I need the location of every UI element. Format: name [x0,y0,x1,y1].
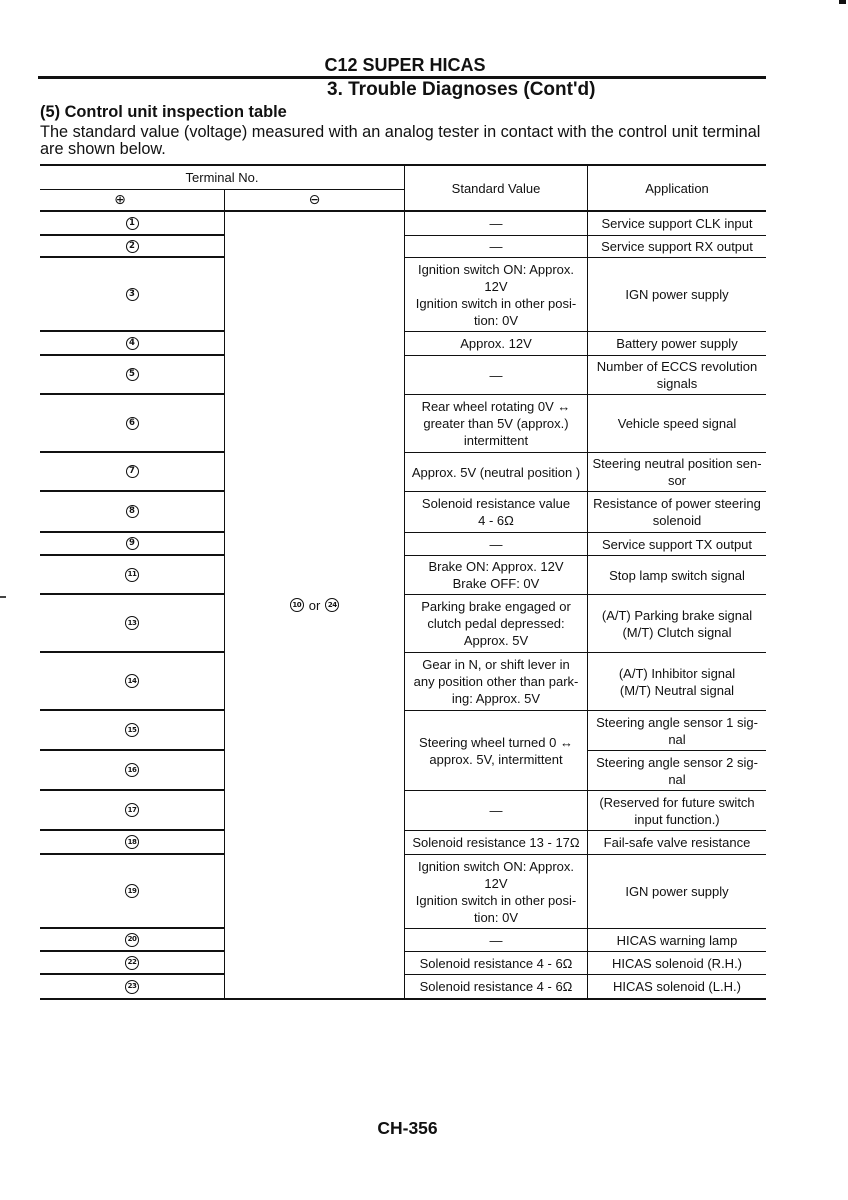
standard-value-cell: Ignition switch ON: Approx. 12V Ignition switch in other posi- tion: 0V [404,258,587,332]
plus-terminal-cell [40,492,224,533]
plus-terminal-cell [40,595,224,653]
plus-terminal-number: 20 [125,933,139,947]
intro-text: The standard value (voltage) measured with an analog tester in contact with the control unit terminal are shown below. [40,123,761,158]
standard-value-cell: — [404,791,587,831]
application-cell: Battery power supply [587,332,766,356]
plus-terminal-number: 16 [125,763,139,777]
plus-terminal-number: 4 [126,337,139,350]
header-application: Application [587,166,766,212]
plus-terminal-number: 18 [125,835,139,849]
application-cell: HICAS warning lamp [587,929,766,952]
plus-terminal-cell [40,395,224,453]
application-cell: IGN power supply [587,855,766,929]
standard-value-cell: — [404,533,587,556]
standard-value-cell: Ignition switch ON: Approx. 12V Ignition switch in other posi- tion: 0V [404,855,587,929]
standard-value-cell: Solenoid resistance 13 - 17Ω [404,831,587,855]
plus-terminal-number: 6 [126,417,139,430]
minus-terminal-joiner: or [308,597,321,613]
application-cell: (A/T) Inhibitor signal (M/T) Neutral signal [587,653,766,711]
application-cell: HICAS solenoid (L.H.) [587,975,766,998]
plus-terminal-number: 23 [125,980,139,994]
application-cell: Service support RX output [587,236,766,258]
plus-terminal-number: 3 [126,288,139,301]
plus-terminal-cell [40,332,224,356]
plus-terminal-cell [40,533,224,556]
standard-value-cell: Solenoid resistance 4 - 6Ω [404,975,587,998]
application-cell: (Reserved for future switch input function.) [587,791,766,831]
page-number: CH-356 [377,1118,438,1138]
plus-terminal-cell [40,751,224,791]
application-cell: (A/T) Parking brake signal (M/T) Clutch signal [587,595,766,653]
minus-terminal-number: 24 [325,598,339,612]
standard-value-cell: Approx. 12V [404,332,587,356]
standard-value-cell: Solenoid resistance value 4 - 6Ω [404,492,587,533]
plus-terminal-number: 5 [126,368,139,381]
plus-terminal-number: 1 [126,217,139,230]
section-title: 3. Trouble Diagnoses (Cont'd) [327,79,596,100]
plus-terminal-cell [40,855,224,929]
application-cell: Service support CLK input [587,212,766,236]
header-minus-terminal: ⊖ [224,190,404,212]
application-cell: IGN power supply [587,258,766,332]
standard-value-cell: — [404,212,587,236]
plus-terminal-cell [40,653,224,711]
standard-value-cell: — [404,236,587,258]
standard-value-cell: Rear wheel rotating 0V ↔ greater than 5V (approx.) intermittent [404,395,587,453]
plus-terminal-cell [40,711,224,751]
scan-mark [0,596,6,598]
header-plus-terminal: ⊕ [40,190,224,212]
plus-terminal-number: 14 [125,674,139,688]
scan-mark [839,0,846,4]
minus-terminal-cell [224,212,404,998]
plus-terminal-number: 22 [125,956,139,970]
standard-value-cell: Solenoid resistance 4 - 6Ω [404,952,587,975]
plus-terminal-cell [40,831,224,855]
plus-terminal-cell [40,791,224,831]
plus-terminal-number: 15 [125,723,139,737]
application-cell: Vehicle speed signal [587,395,766,453]
plus-terminal-number: 17 [125,803,139,817]
plus-terminal-cell [40,258,224,332]
standard-value-cell: Brake ON: Approx. 12V Brake OFF: 0V [404,556,587,595]
application-cell: Fail-safe valve resistance [587,831,766,855]
application-cell: Resistance of power steering solenoid [587,492,766,533]
minus-terminal-number: 10 [290,598,304,612]
header-standard-value: Standard Value [404,166,587,212]
plus-terminal-number: 7 [126,465,139,478]
subsection-title: (5) Control unit inspection table [40,103,287,121]
plus-terminal-cell [40,952,224,975]
plus-terminal-cell [40,453,224,492]
standard-value-cell: Parking brake engaged or clutch pedal depressed: Approx. 5V [404,595,587,653]
application-cell: Steering angle sensor 1 sig- nal [587,711,766,751]
header-terminal-no: Terminal No. [40,166,404,190]
application-cell: Steering neutral position sen- sor [587,453,766,492]
standard-value-cell: Approx. 5V (neutral position ) [404,453,587,492]
standard-value-cell: — [404,356,587,395]
plus-terminal-cell [40,929,224,952]
standard-value-cell: — [404,929,587,952]
plus-terminal-cell [40,236,224,258]
inspection-table [40,164,766,1000]
plus-terminal-cell [40,356,224,395]
application-cell: Stop lamp switch signal [587,556,766,595]
plus-terminal-number: 11 [125,568,139,582]
standard-value-cell: Steering wheel turned 0 ↔ approx. 5V, intermittent [404,711,587,791]
application-cell: HICAS solenoid (R.H.) [587,952,766,975]
application-cell: Service support TX output [587,533,766,556]
application-cell: Number of ECCS revolution signals [587,356,766,395]
application-cell: Steering angle sensor 2 sig- nal [587,751,766,791]
page-title: C12 SUPER HICAS [324,55,486,75]
plus-terminal-cell [40,212,224,236]
standard-value-cell: Gear in N, or shift lever in any position other than park- ing: Approx. 5V [404,653,587,711]
plus-terminal-number: 9 [126,537,139,550]
plus-terminal-cell [40,556,224,595]
plus-terminal-cell [40,975,224,998]
plus-terminal-number: 8 [126,505,139,518]
plus-terminal-number: 13 [125,616,139,630]
plus-terminal-number: 19 [125,884,139,898]
plus-terminal-number: 2 [126,240,139,253]
